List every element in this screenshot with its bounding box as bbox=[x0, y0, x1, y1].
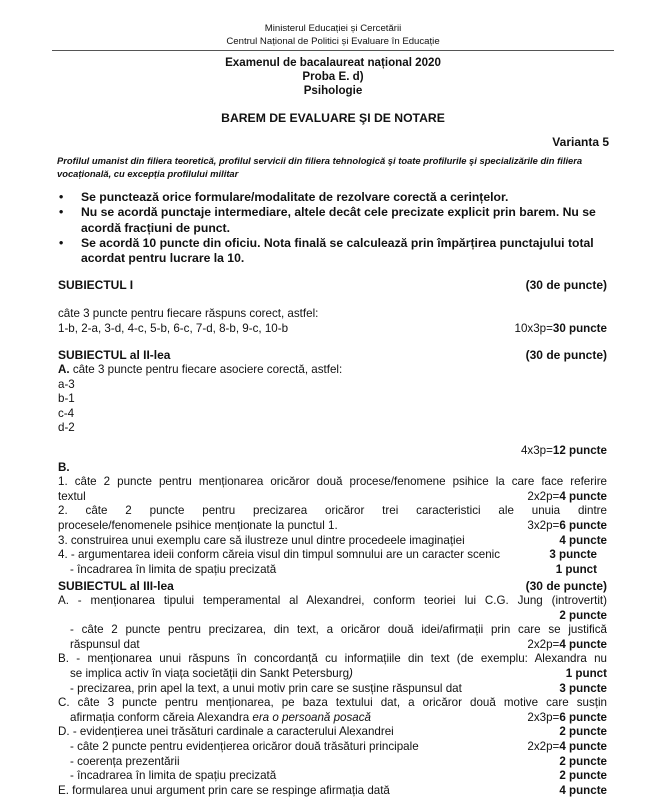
section-3d3-score: 2 puncte bbox=[559, 754, 607, 768]
section-2a-item: a-3 bbox=[58, 377, 75, 391]
section-3-points: (30 de puncte) bbox=[525, 579, 607, 593]
section-2b1-line: 1. câte 2 puncte pentru menționarea oricăror două procese/fenomene psihice la care face referire bbox=[58, 475, 607, 489]
exam-title: Examenul de bacalaureat național 2020 bbox=[225, 56, 441, 69]
section-1-points: (30 de puncte) bbox=[525, 278, 607, 292]
section-2-points: (30 de puncte) bbox=[525, 348, 607, 362]
exam-title-block bbox=[0, 56, 666, 98]
barem-title: BAREM DE EVALUARE ŞI DE NOTARE bbox=[221, 111, 445, 125]
section-1-body bbox=[58, 307, 607, 336]
exam-subject: Psihologie bbox=[303, 84, 363, 97]
section-2b3-score: 4 puncte bbox=[559, 533, 607, 547]
section-3-body bbox=[58, 594, 607, 798]
rule-item: • Nu se acordă punctaje intermediare, altele decât cele precizate explicit prin barem. Nu se acordă fracțiuni de punct. bbox=[59, 205, 596, 235]
section-3d1-score: 2 puncte bbox=[559, 725, 607, 739]
section-2a-item: c-4 bbox=[58, 406, 75, 420]
section-3e-row: E. formularea unui argument prin care se respinge afirmația dată 4 puncte bbox=[58, 783, 607, 797]
varianta-label: Varianta 5 bbox=[552, 135, 609, 149]
section-3b1-score: 1 punct bbox=[565, 666, 607, 680]
ministry-header bbox=[0, 23, 666, 48]
section-2b1-row: textul 2x2p=4 puncte bbox=[58, 489, 607, 503]
section-1-title: SUBIECTUL I bbox=[58, 278, 134, 292]
section-3b1-row: se implica activ în viața societății din Sankt Petersburg) 1 punct bbox=[70, 666, 607, 680]
section-2b3-row: 3. construirea unui exemplu care să ilustreze unul dintre procedeele imaginației 4 puncte bbox=[58, 533, 607, 547]
section-2a-item: b-1 bbox=[58, 392, 75, 406]
section-3d4-score: 2 puncte bbox=[559, 769, 607, 783]
rule-item: • Se acordă 10 puncte din oficiu. Nota finală se calculează prin împărțirea punctajului total acordat pentru lucrare la 10. bbox=[59, 235, 594, 266]
section-2b4-row: 4. - argumentarea ideii conform căreia visul din timpul somnului are un caracter scenic 3 puncte bbox=[58, 548, 597, 562]
section-3a1-score: 2 puncte bbox=[559, 608, 607, 622]
section-2b2-score: 3x2p=6 puncte bbox=[527, 518, 607, 532]
section-1-answers: 1-b, 2-a, 3-d, 4-c, 5-b, 6-c, 7-d, 8-b, 9-c, 10-b bbox=[58, 321, 289, 335]
exam-proba: Proba E. d) bbox=[302, 70, 364, 83]
section-2b2-row: procesele/fenomenele psihice menționate la punctul 1. 3x2p=6 puncte bbox=[58, 518, 607, 532]
section-2a-item: d-2 bbox=[58, 421, 75, 435]
section-3-title: SUBIECTUL al III-lea bbox=[58, 579, 174, 593]
section-3c-line: C. câte 3 puncte pentru menționarea, pe baza textului dat, a oricăror două motive care susțin bbox=[58, 696, 607, 710]
section-2-title: SUBIECTUL al II-lea bbox=[58, 348, 171, 362]
section-3d3-row: - coerența prezentării 2 puncte bbox=[70, 754, 607, 768]
section-3c-row: afirmația conform căreia Alexandra era o persoană posacă 2x3p=6 puncte bbox=[70, 710, 607, 724]
section-2a-intro: A. câte 3 puncte pentru fiecare asociere corectă, astfel: bbox=[58, 363, 343, 376]
section-3a1-score-row bbox=[58, 609, 607, 624]
section-3a1-line: A. - menționarea tipului temperamental al Alexandrei, conform teoriei lui C.G. Jung (introvertit) bbox=[58, 594, 607, 607]
quoted-phrase: era o persoană posacă bbox=[252, 710, 371, 724]
bullet-icon: • bbox=[59, 205, 64, 220]
section-2b1-score: 2x2p=4 puncte bbox=[527, 489, 607, 503]
section-2-body bbox=[58, 363, 607, 577]
section-1-heading bbox=[58, 278, 607, 292]
section-3a2-row: răspunsul dat 2x2p=4 puncte bbox=[70, 637, 607, 651]
ministry-name: Ministerul Educației și Cercetării bbox=[264, 23, 402, 34]
section-2b-label: B. bbox=[58, 460, 70, 474]
section-2a-score: 4x3p=12 puncte bbox=[520, 443, 607, 457]
section-1-answers-row bbox=[58, 322, 607, 337]
section-3d4-row: - încadrarea în limita de spațiu precizată 2 puncte bbox=[70, 769, 607, 783]
bullet-icon: • bbox=[59, 235, 64, 250]
header-divider bbox=[52, 50, 614, 51]
section-2b4b-score: 1 punct bbox=[555, 562, 597, 576]
section-3c-score: 2x3p=6 puncte bbox=[527, 710, 607, 724]
section-3-heading bbox=[58, 579, 607, 593]
section-3b2-score: 3 puncte bbox=[559, 681, 607, 695]
section-3d1-row: D. - evidențierea unei trăsături cardinale a caracterului Alexandrei 2 puncte bbox=[58, 725, 607, 739]
section-3d2-row: - câte 2 puncte pentru evidențierea oricăror două trăsături principale 2x2p=4 puncte bbox=[70, 739, 607, 753]
center-name: Centrul Național de Politici și Evaluare în Educație bbox=[226, 35, 440, 47]
section-2b4b-row: - încadrarea în limita de spațiu precizată 1 punct bbox=[70, 562, 597, 576]
section-2-heading bbox=[58, 348, 607, 362]
section-2b4-score: 3 puncte bbox=[549, 548, 597, 562]
section-3d2-score: 2x2p=4 puncte bbox=[527, 739, 607, 753]
section-2a-score-row bbox=[58, 444, 607, 459]
section-3a2-score: 2x2p=4 puncte bbox=[527, 637, 607, 651]
section-2b2-line: 2. câte 2 puncte pentru precizarea oricăror trei caracteristici ale unuia dintre bbox=[58, 504, 607, 518]
rule-item: • Se punctează orice formulare/modalitate de rezolvare corectă a cerințelor. bbox=[59, 190, 509, 204]
general-rules bbox=[57, 190, 612, 266]
bullet-icon: • bbox=[59, 190, 64, 204]
section-1-score: 10x3p=30 puncte bbox=[514, 321, 607, 335]
section-1-intro: câte 3 puncte pentru fiecare răspuns corect, astfel: bbox=[58, 307, 319, 320]
section-3a2-line: - câte 2 puncte pentru precizarea, din text, a oricăror două idei/afirmații prin care se justifică bbox=[70, 623, 607, 637]
section-3b1-line: B. - menționarea unui răspuns în concordanță cu informațiile din text (de exemplu: Alexandra nu bbox=[58, 652, 607, 666]
profile-note: Profilul umanist din filiera teoretică, profilul servicii din filiera tehnologică şi toate profilurile şi specializările din filiera vocațională, cu excepția profilului militar bbox=[57, 155, 583, 179]
section-3b2-row: - precizarea, prin apel la text, a unui motiv prin care se susține răspunsul dat 3 puncte bbox=[70, 681, 607, 695]
section-3e-score: 4 puncte bbox=[559, 783, 607, 797]
